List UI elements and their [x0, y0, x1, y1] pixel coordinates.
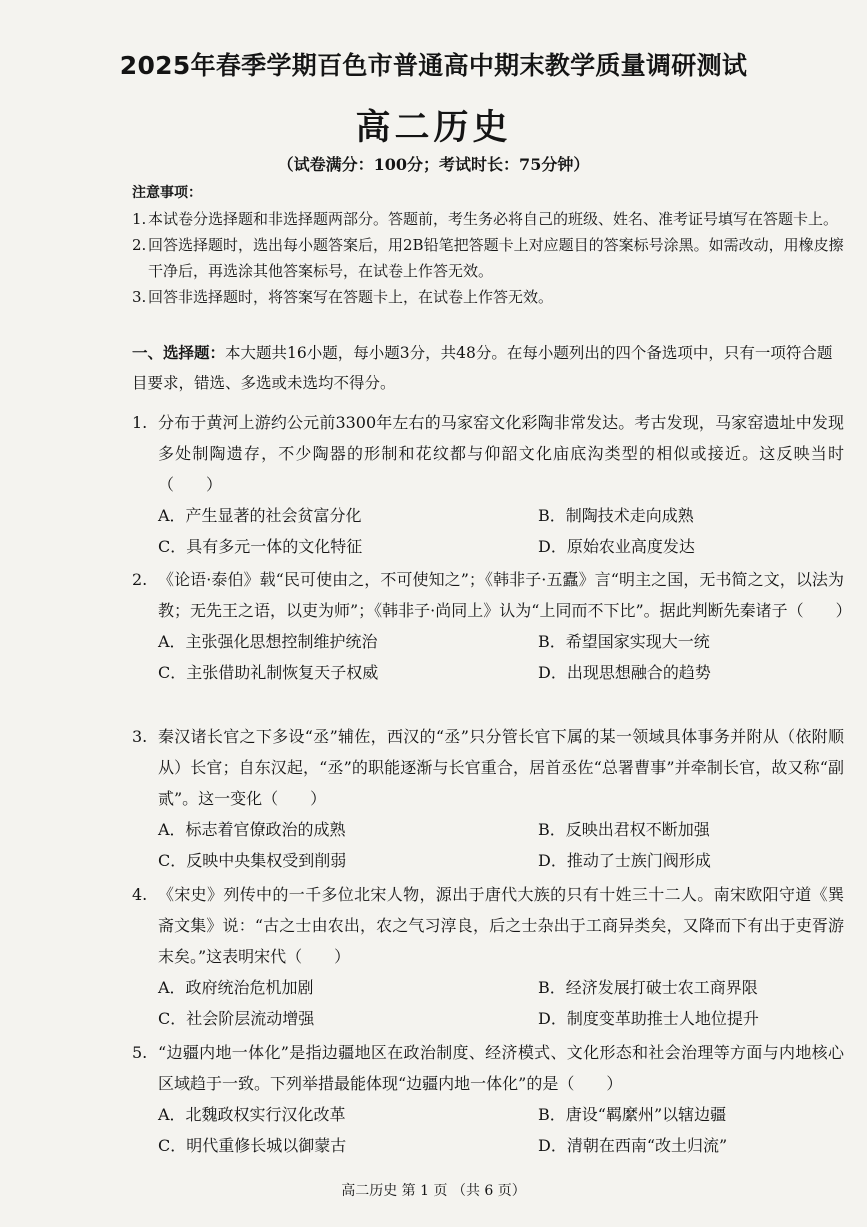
- option-d: D．推动了士族门阀形成: [538, 851, 711, 870]
- notice-item-text: 本试卷分选择题和非选择题两部分。答题前，考生务必将自己的班级、姓名、准考证号填写在答题卡上。: [148, 210, 839, 228]
- exam-meta: （试卷满分：100分；考试时长：75分钟）: [277, 155, 590, 174]
- page-footer: 高二历史 第 1 页 （共 6 页）: [341, 1183, 526, 1199]
- option-c: C．主张借助礼制恢复天子权威: [158, 663, 379, 682]
- question-stem: 秦汉诸长官之下多设“丞”辅佐，西汉的“丞”只分管长官下属的某一领域具体事务并附从（依附顺从）长官；自东汉起，“丞”的职能逐渐与长官重合，居首丞佐“总署曹事”并牵制长官，故又称“副贰”。这一变化（ ）: [158, 727, 844, 808]
- notice-block: [132, 180, 852, 310]
- option-a: A．标志着官僚政治的成熟: [158, 820, 346, 839]
- question-3: [132, 721, 844, 876]
- notice-item-number: 2.: [132, 236, 147, 254]
- option-c: C．社会阶层流动增强: [158, 1009, 315, 1028]
- option-b: B．经济发展打破士农工商界限: [538, 978, 758, 997]
- question-stem: “边疆内地一体化”是指边疆地区在政治制度、经济模式、文化形态和社会治理等方面与内地核心区域趋于一致。下列举措最能体现“边疆内地一体化”的是（ ）: [158, 1043, 844, 1093]
- option-a: A．北魏政权实行汉化改革: [158, 1105, 346, 1124]
- question-number: 3.: [132, 727, 148, 746]
- option-d: D．清朝在西南“改土归流”: [538, 1136, 728, 1155]
- section-heading-block: [132, 338, 844, 398]
- section-heading: 一、选择题：: [132, 343, 226, 362]
- question-number: 4.: [132, 885, 148, 904]
- notice-item: [132, 206, 852, 232]
- option-d: D．原始农业高度发达: [538, 537, 695, 556]
- option-a: A．主张强化思想控制维护统治: [158, 632, 378, 651]
- question-number: 5.: [132, 1043, 148, 1062]
- section-instructions: 本大题共16小题，每小题3分，共48分。在每小题列出的四个备选项中，只有一项符合题目要求，错选、多选或未选均不得分。: [132, 344, 833, 392]
- option-c: C．反映中央集权受到削弱: [158, 851, 347, 870]
- option-c: C．明代重修长城以御蒙古: [158, 1136, 347, 1155]
- option-b: B．反映出君权不断加强: [538, 820, 710, 839]
- question-2: [132, 564, 852, 688]
- question-1: [132, 407, 844, 562]
- notice-item-text: 回答非选择题时，将答案写在答题卡上，在试卷上作答无效。: [148, 288, 554, 306]
- question-5: [132, 1037, 844, 1161]
- option-a: A．产生显著的社会贫富分化: [158, 506, 362, 525]
- option-d: D．制度变革助推士人地位提升: [538, 1009, 759, 1028]
- option-c: C．具有多元一体的文化特征: [158, 537, 363, 556]
- notice-heading: 注意事项：: [132, 185, 202, 201]
- question-stem: 《宋史》列传中的一千多位北宋人物，源出于唐代大族的只有十姓三十二人。南宋欧阳守道《巽斋文集》说：“古之士由农出，农之气习淳良，后之士杂出于工商异类矣，又降而下有出于吏胥游末矣。”这表明宋代（ ）: [158, 885, 844, 966]
- exam-title: 2025年春季学期百色市普通高中期末教学质量调研测试: [119, 51, 748, 80]
- notice-item-number: 1.: [132, 210, 147, 228]
- option-b: B．唐设“羁縻州”以辖边疆: [538, 1105, 727, 1124]
- notice-item-number: 3.: [132, 288, 147, 306]
- subject-title: 高二历史: [355, 108, 512, 148]
- question-number: 1.: [132, 413, 148, 432]
- option-b: B．制陶技术走向成熟: [538, 506, 694, 525]
- question-number: 2.: [132, 570, 148, 589]
- question-stem: 《论语·泰伯》载“民可使由之，不可使知之”；《韩非子·五蠹》言“明主之国，无书简之文，以法为教；无先王之语，以吏为师”；《韩非子·尚同上》认为“上同而不下比”。据此判断先秦诸子（ ）: [158, 570, 852, 620]
- option-d: D．出现思想融合的趋势: [538, 663, 711, 682]
- question-stem: 分布于黄河上游约公元前3300年左右的马家窑文化彩陶非常发达。考古发现，马家窑遗址中发现多处制陶遗存，不少陶器的形制和花纹都与仰韶文化庙底沟类型的相似或接近。这反映当时（ ）: [158, 413, 844, 494]
- notice-item: [132, 284, 852, 310]
- option-a: A．政府统治危机加剧: [158, 978, 314, 997]
- notice-item-text: 回答选择题时，选出每小题答案后，用2B铅笔把答题卡上对应题目的答案标号涂黑。如需改动，用橡皮擦干净后，再选涂其他答案标号，在试卷上作答无效。: [148, 236, 844, 280]
- question-4: [132, 879, 844, 1034]
- notice-item: [132, 232, 852, 284]
- option-b: B．希望国家实现大一统: [538, 632, 710, 651]
